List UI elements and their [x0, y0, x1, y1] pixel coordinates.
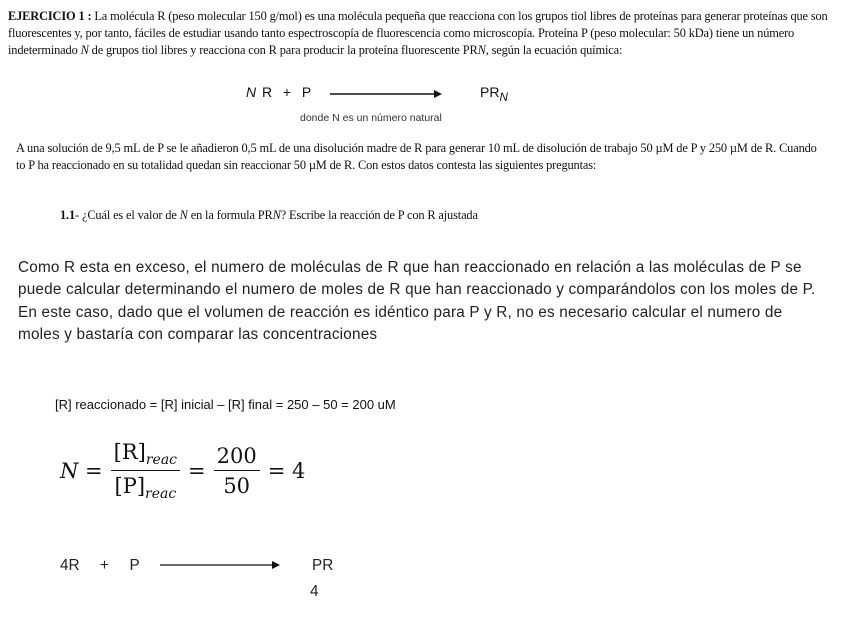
- formula-numerator: [111, 440, 180, 471]
- intro-paragraph: [8, 8, 838, 60]
- answer-paragraph: Como R esta en exceso, el numero de moléculas de R que han reaccionado en relación a las moléculas de P se puede calcular determinando el numero de moles de R que han reaccionado y comparándolos con los moles de P. En este caso, dado que el volumen de reacción es idéntico para P y R, no es necesario calcular el numero de moles y bastaría con comparar las concentraciones: [18, 259, 816, 343]
- equation1-pr: PR: [480, 84, 500, 100]
- equation2-product: PR: [312, 557, 334, 574]
- formula-num-symbol: [R]: [113, 439, 146, 464]
- intro-text-a: La molécula R (peso molecular 150 g/mol) es una molécula pequeña que reacciona con los grupos tiol libres de proteínas para generar proteínas que son fluorescentes y, por tanto, fáciles de estudiar usando tanto espectroscopía de fluorescencia como microscopía. Proteína P (peso molecular: 50 kDa) tiene un número indeterminado: [8, 9, 828, 58]
- question-text-a: - ¿Cuál es el valor de: [75, 208, 180, 222]
- formula-den-sub: reac: [145, 486, 177, 503]
- question-text-c: ? Escribe la reacción de P con R ajustada: [280, 208, 478, 222]
- question-number: 1.1: [60, 208, 76, 222]
- formula-fraction-values: [214, 444, 260, 498]
- context-paragraph: A una solución de 9,5 mL de P se le añadieron 0,5 mL de una disolución madre de R para generar 10 mL de disolución de trabajo 50 µM de P y 250 µM de R. Cuando to P ha reaccionado en su totalidad quedan sin reaccionar 50 µM de R. Con estos datos contesta las siguientes preguntas:: [16, 141, 817, 173]
- equation2-arrow-icon: [160, 559, 280, 571]
- question-1-1: [60, 208, 478, 223]
- formula-equals: =: [188, 459, 206, 483]
- formula-denominator: [112, 471, 180, 502]
- question-n: N: [179, 208, 188, 222]
- equation1-left-rest: R + P: [257, 84, 313, 100]
- exercise-label: EJERCICIO 1 :: [8, 9, 92, 23]
- intro-text-c: , según la ecuación química:: [485, 43, 623, 58]
- formula-den-symbol: [P]: [114, 474, 146, 498]
- formula-result: = 4: [267, 459, 306, 483]
- formula-fraction-concentrations: [111, 440, 180, 502]
- equation2-product-subscript: 4: [310, 583, 319, 600]
- equation1-note: donde N es un número natural: [300, 112, 442, 124]
- intro-text-b: de grupos tiol libres y reacciona con R para producir la proteína fluorescente PR: [88, 43, 478, 58]
- n-formula: [60, 438, 305, 504]
- intro-n2: N: [477, 43, 486, 58]
- equation1-reactants: [246, 84, 312, 100]
- reacted-calculation: [R] reaccionado = [R] inicial – [R] final = 250 – 50 = 200 uM: [55, 397, 396, 412]
- equation2-reactants: 4R + P: [60, 557, 140, 574]
- question-n2: N: [272, 208, 281, 222]
- equation1-pr-sub: N: [499, 90, 508, 104]
- equation1-n: N: [246, 84, 258, 100]
- formula-den-value: 50: [223, 474, 251, 498]
- formula-lhs: N =: [60, 459, 103, 483]
- equation1-product: [480, 84, 508, 104]
- equation1-arrow-icon: [330, 88, 442, 100]
- intro-n: N: [80, 43, 89, 58]
- question-text-b: en la formula PR: [187, 208, 273, 222]
- formula-num-value: 200: [214, 444, 260, 471]
- formula-num-sub: reac: [145, 452, 178, 468]
